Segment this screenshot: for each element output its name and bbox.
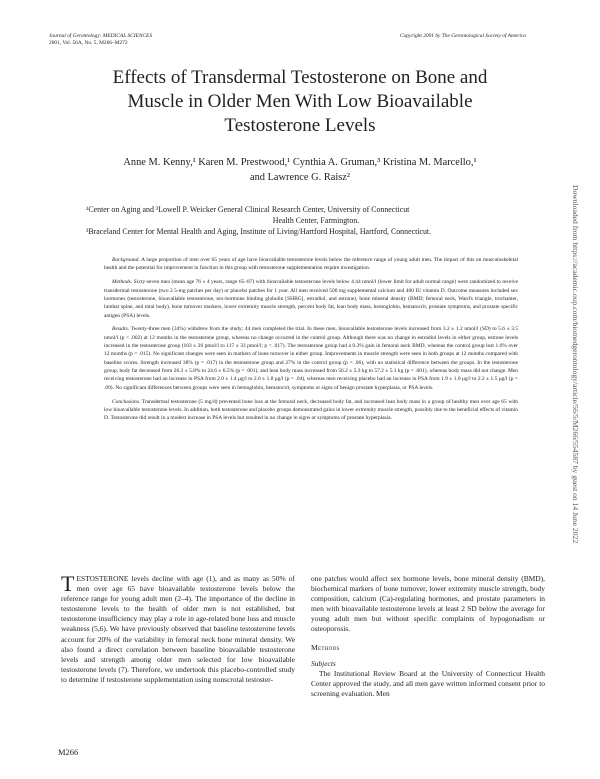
author-list [60,155,540,185]
abstract-methods: Methods. Sixty-seven men (mean age 76 ± 4 years, range 65–87) with bioavailable testosterone levels below 4.44 nmol/l (lower limit for adult normal range) were randomized to receive transdermal testosterone (two 2.5-mg patches per day) or placebo patches for 1 year. All men received 500 mg supplemental calcium and 400 IU vitamin D. Outcome measures included sex hormones (testosterone, bioavailable testosterone, sex-hormone binding globulin [SHBG], estradiol, and estrone), bone mineral density (BMD; femoral neck, Ward's triangle, trochanter, lumbar spine, and total body), bone turnover markers, lower extremity muscle strength, percent body fat, lean body mass, hemoglobin, hematocrit, prostate symptoms, and prostate specific antigen (PSA) levels. [104,279,519,319]
page-number: M266 [58,747,79,757]
affiliations [86,204,546,237]
intro-paragraph: TESTOSTERONE levels decline with age (1), and as many as 50% of men over age 65 have bioavailable testosterone levels below the reference range for young adult men (2–4). The importance of the decline in testosterone levels to the health of older men is not established, but testosterone insufficiency may play a role in age-related bone loss and muscle weakness (5,6). We have previously observed that baseline testosterone levels account for 20% of the variability in femoral neck bone mineral density. We also found a direct correlation between baseline bioavailable testosterone levels and strength among older men selected for low bioavailable testosterone levels (7). Therefore, we undertook this placebo-controlled study to determine if testosterone supplementation using nonscrotal testoster- [61,571,295,684]
article-title [60,66,540,138]
abstract-background: Background. A large proportion of men over 65 years of age have bioavailable testosterone levels below the reference range of young adult men. The impact of this on musculoskeletal health and the potential for improvement in function in this group with testosterone supplementation require investigation. [104,257,519,272]
title-line: Effects of Transdermal Testosterone on Bone and [112,67,488,88]
title-line: Muscle in Older Men With Low Bioavailable [127,91,473,112]
abstract-conclusions: Conclusions. Transdermal testosterone (5 mg/d) prevented bone loss at the femoral neck, decreased body fat, and increased lean body mass in a group of healthy men over age 65 with low bioavailable testosterone levels. In addition, both testosterone and placebo groups demonstrated gains in lower extremity muscle strength, possibly due to the beneficial effects of vitamin D. Testosterone did result in a modest increase in PSA levels but resulted in no change in signs or symptoms of prostate hyperplasia. [104,398,519,422]
abstract [104,256,518,428]
title-line: Testosterone Levels [224,115,376,136]
authors-line: Anne M. Kenny,¹ Karen M. Prestwood,¹ Cynthia A. Gruman,³ Kristina M. Marcello,¹ [123,157,477,168]
intro-continuation: one patches would affect sex hormone levels, bone mineral density (BMD), biochemical markers of bone turnover, lower extremity muscle strength, body composition, calcium (Ca)-regulating hormones, and prostate parameters in men with bioavailable testosterone levels at least 2 SD below the average for young adult men but without specific complaints of hypogonadism or osteoporosis. [311,574,545,634]
authors-line: and Lawrence G. Raisz² [249,172,351,183]
affiliation-line: ³Braceland Center for Mental Health and Aging, Institute of Living/Hartford Hospital, Hartford, Connecticut. [86,227,432,236]
lead-caps: ESTOSTERONE [76,574,129,583]
subjects-heading: Subjects [311,658,336,668]
volume-info: 2001, Vol. 56A, No. 5, M266–M272 [49,40,128,46]
affiliation-line: ¹Center on Aging and ²Lowell P. Weicker General Clinical Research Center, University of Connecticut [86,205,410,214]
abstract-results: Results. Twenty-three men (34%) withdrew from the study; 44 men completed the trial. In these men, bioavailable testosterone levels increased from 3.2 ± 1.2 nmol/l (SD) to 5.6 ± 3.5 nmol/l (p < .002) at 12 months in the testosterone group, whereas no change occurred in the control group. Although there was no change in estradiol levels in either group, estrone levels increased in the testosterone group (103 ± 26 pmol/l to 117 ± 33 pmol/l; p < .017). The testosterone group had a 0.3% gain in femoral neck BMD, whereas the control group lost 1.6% over 12 months (p = .015). No significant changes were seen in markers of bone turnover in either group. Improvements in muscle strength were seen in both groups at 12 months compared with baseline scores. Strength increased 38% (p = .017) in the testosterone group and 27% in the control group (p = .06), with no statistical difference between the groups. In the testosterone group, body fat decreased from 26.3 ± 5.8% to 24.6 ± 6.5% (p = .001), and lean body mass increased from 56.2 ± 5.3 kg to 57.2 ± 5.1 kg (p = .001), whereas body mass did not change. Men receiving testosterone had an increase in PSA from 2.0 ± 1.4 μg/l to 2.6 ± 1.8 μg/l (p = .04), whereas men receiving placebo had an increase in PSA from 1.9 ± 1.0 μg/l to 2.2 ± 1.5 μg/l (p = .09). No significant differences between groups were seen in hemoglobin, hematocrit, symptoms or signs of benign prostate hyperplasia, or PSA levels. [104,326,518,391]
methods-heading: Methods [311,642,340,652]
copyright-notice: Copyright 2001 by The Gerontological Society of America [400,33,526,39]
drop-cap: T [61,571,75,596]
journal-name: Journal of Gerontology: MEDICAL SCIENCES [49,33,153,39]
body-column-right [311,574,545,699]
journal-header [49,33,152,47]
affiliation-line: Health Center, Farmington. [272,216,360,225]
subjects-paragraph: The Institutional Review Board at the University of Connecticut Health Center approved the study, and all men gave written informed consent prior to screening evaluation. Men [311,668,545,698]
download-watermark: Downloaded from https://academic.oup.com/biomedgerontology/article/56/5/M266/554587 by guest on 14 June 2022 [571,185,580,544]
body-column-left [61,571,295,685]
